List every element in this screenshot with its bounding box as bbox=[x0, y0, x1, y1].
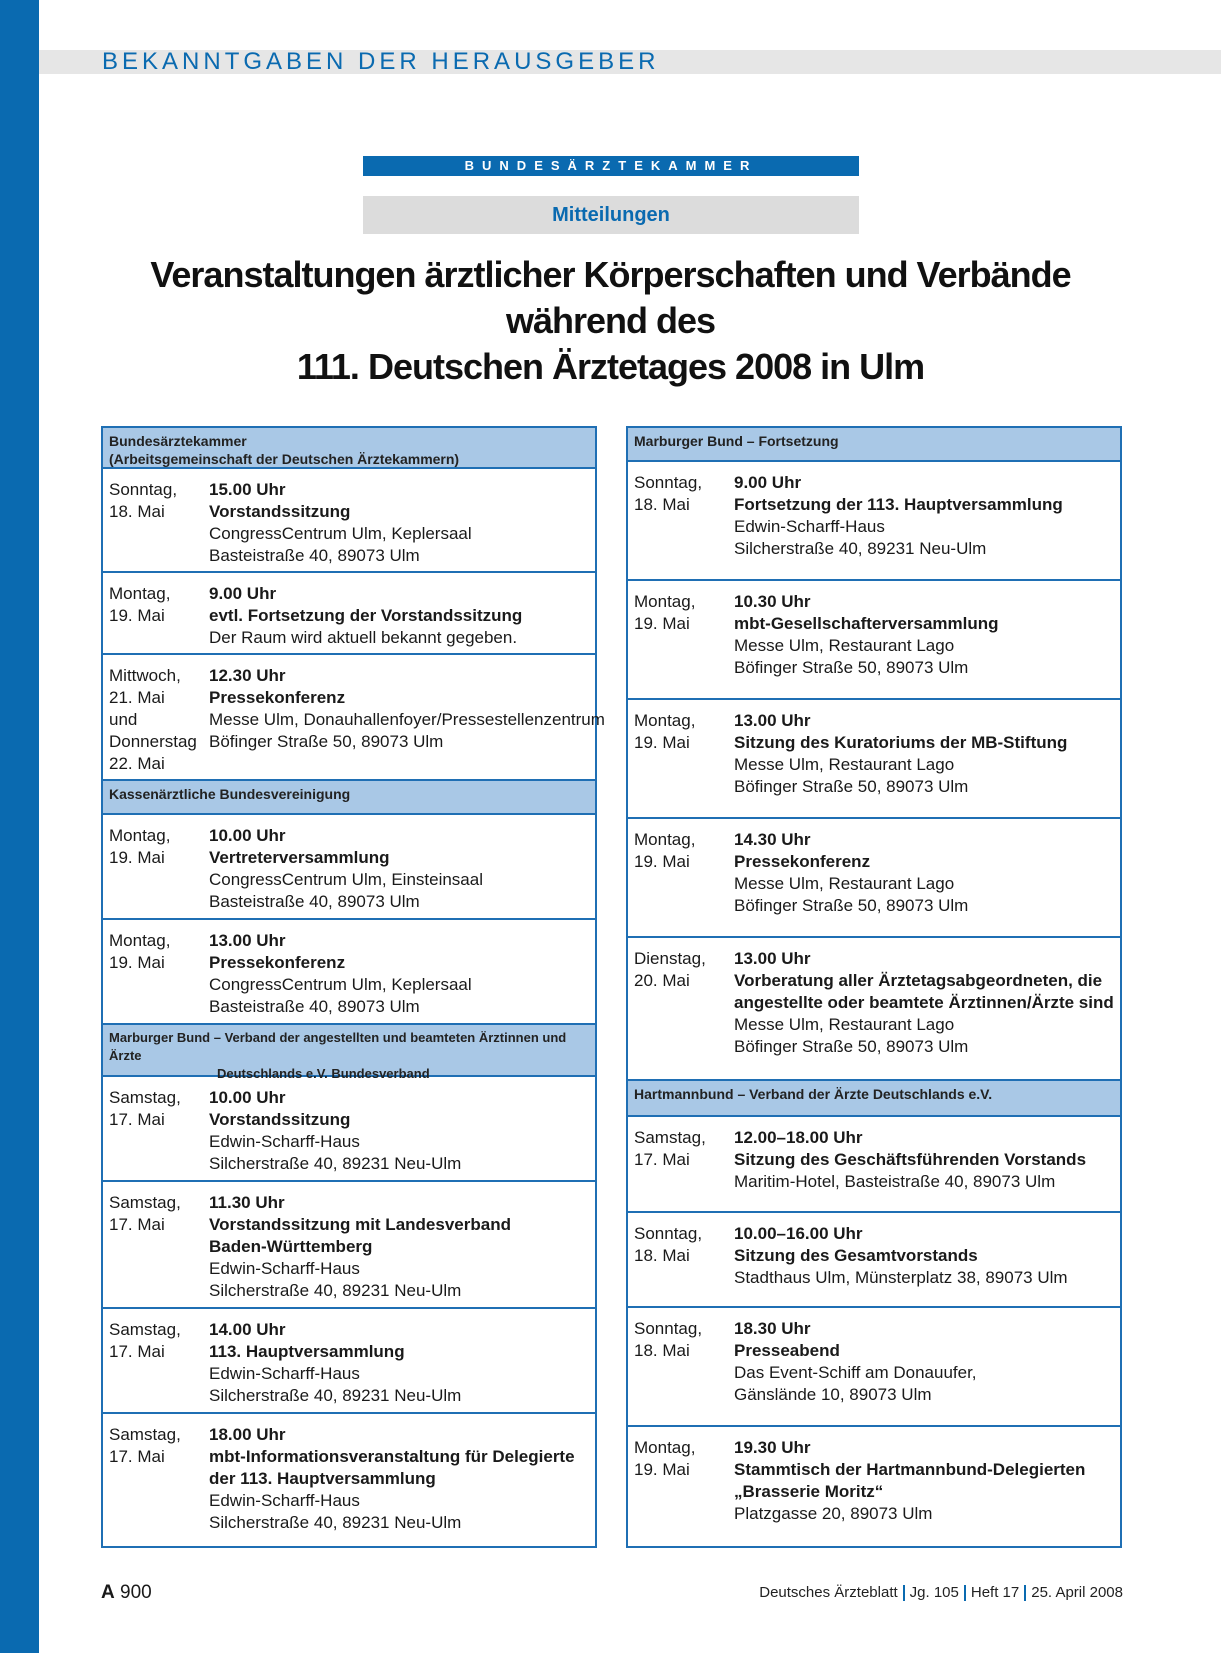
event-location: Edwin-Scharff-Haus bbox=[209, 1364, 360, 1383]
event-details bbox=[734, 472, 1116, 573]
event-row bbox=[103, 469, 595, 573]
event-details bbox=[209, 665, 605, 773]
group-header-line: Bundesärztekammer bbox=[109, 433, 247, 449]
event-address: Basteistraße 40, 89073 Ulm bbox=[209, 546, 420, 565]
event-details bbox=[734, 948, 1116, 1073]
event-time: 10.00 Uhr bbox=[209, 1088, 286, 1107]
section-header: BEKANNTGABEN DER HERAUSGEBER bbox=[102, 48, 660, 75]
group-header-marburger-bund bbox=[103, 1025, 595, 1081]
page-number-value: 900 bbox=[120, 1582, 152, 1603]
group-header-hartmannbund bbox=[628, 1081, 1120, 1117]
event-name: Sitzung des Geschäftsführenden Vorstands bbox=[734, 1150, 1087, 1169]
journal-date: 25. April 2008 bbox=[1031, 1584, 1123, 1601]
event-address: Böfinger Straße 50, 89073 Ulm bbox=[734, 777, 969, 796]
event-date: Samstag, 17. Mai bbox=[634, 1128, 706, 1169]
event-date: Dienstag, 20. Mai bbox=[634, 949, 706, 990]
event-time: 10.00–16.00 Uhr bbox=[734, 1224, 863, 1243]
event-details bbox=[734, 710, 1116, 811]
event-details bbox=[209, 930, 591, 1017]
event-location: Messe Ulm, Restaurant Lago bbox=[734, 874, 955, 893]
event-row bbox=[628, 462, 1120, 581]
event-location: Stadthaus Ulm, Münsterplatz 38, 89073 Ulm bbox=[734, 1268, 1068, 1287]
journal-name: Deutsches Ärzteblatt bbox=[759, 1584, 898, 1601]
event-row bbox=[103, 920, 595, 1025]
event-row bbox=[103, 815, 595, 920]
event-name: Vorstandssitzung bbox=[209, 502, 351, 521]
event-date: Sonntag, 18. Mai bbox=[634, 1319, 703, 1360]
event-row bbox=[628, 700, 1120, 819]
event-details bbox=[209, 1192, 591, 1301]
group-header-line: Kassenärztliche Bundesvereinigung bbox=[109, 786, 351, 802]
event-name: 113. Hauptversammlung bbox=[209, 1342, 405, 1361]
event-row bbox=[628, 1427, 1120, 1546]
group-header-line: (Arbeitsgemeinschaft der Deutschen Ärztekammern) bbox=[109, 451, 460, 467]
event-time: 14.30 Uhr bbox=[734, 830, 811, 849]
event-row bbox=[628, 819, 1120, 938]
event-time: 15.00 Uhr bbox=[209, 480, 286, 499]
event-time: 12.30 Uhr bbox=[209, 666, 286, 685]
event-name: Vorstandssitzung bbox=[209, 1110, 351, 1129]
event-name: Vorstandssitzung mit Landesverband bbox=[209, 1215, 511, 1234]
event-address: Basteistraße 40, 89073 Ulm bbox=[209, 997, 420, 1016]
journal-citation bbox=[759, 1584, 1123, 1601]
right-event-table bbox=[626, 426, 1122, 1548]
event-time: 11.30 Uhr bbox=[209, 1193, 285, 1212]
event-details bbox=[734, 829, 1116, 930]
side-color-bar bbox=[0, 0, 39, 1653]
group-header-marburger-bund-fortsetzung bbox=[628, 428, 1120, 462]
event-date: Montag, 19. Mai bbox=[634, 1438, 696, 1479]
event-row bbox=[103, 1182, 595, 1309]
event-date: Montag, 19. Mai bbox=[634, 711, 696, 752]
event-location: Der Raum wird aktuell bekannt gegeben. bbox=[209, 628, 518, 647]
event-location: Das Event-Schiff am Donauufer, bbox=[734, 1363, 977, 1382]
event-date: Samstag, 17. Mai bbox=[109, 1320, 181, 1361]
separator bbox=[903, 1585, 905, 1601]
event-time: 18.00 Uhr bbox=[209, 1425, 286, 1444]
kicker-label: BUNDESÄRZTEKAMMER bbox=[363, 156, 859, 176]
event-details bbox=[209, 479, 591, 565]
event-date: Samstag, 17. Mai bbox=[109, 1425, 181, 1466]
event-name-cont: Baden-Württemberg bbox=[209, 1237, 373, 1256]
event-name: Vorberatung aller Ärztetagsabgeordneten, die bbox=[734, 971, 1103, 990]
event-date: Samstag, 17. Mai bbox=[109, 1088, 181, 1129]
event-location: Platzgasse 20, 89073 Ulm bbox=[734, 1504, 933, 1523]
event-row bbox=[628, 1117, 1120, 1213]
event-row bbox=[103, 573, 595, 655]
event-name: Pressekonferenz bbox=[209, 688, 346, 707]
event-row bbox=[103, 1309, 595, 1414]
event-row bbox=[103, 1077, 595, 1182]
event-time: 18.30 Uhr bbox=[734, 1319, 811, 1338]
group-header-line: Marburger Bund – Verband der angestellten und beamteten Ärztinnen und Ärzte bbox=[109, 1030, 567, 1063]
event-name: Pressekonferenz bbox=[209, 953, 346, 972]
event-details bbox=[734, 591, 1116, 692]
title-line: Veranstaltungen ärztlicher Körperschaften und Verbände bbox=[150, 254, 1071, 295]
event-row bbox=[103, 1414, 595, 1540]
journal-volume: Jg. 105 bbox=[909, 1584, 959, 1601]
group-header-bundesaerztekammer bbox=[103, 428, 595, 469]
event-time: 9.00 Uhr bbox=[209, 584, 277, 603]
event-location: Messe Ulm, Restaurant Lago bbox=[734, 1015, 955, 1034]
separator bbox=[1024, 1585, 1026, 1601]
event-name: Presseabend bbox=[734, 1341, 840, 1360]
event-time: 12.00–18.00 Uhr bbox=[734, 1128, 863, 1147]
event-date: Sonntag, 18. Mai bbox=[634, 1224, 703, 1265]
event-location: Edwin-Scharff-Haus bbox=[209, 1132, 360, 1151]
event-details bbox=[734, 1437, 1116, 1540]
event-location: Messe Ulm, Restaurant Lago bbox=[734, 636, 955, 655]
event-row bbox=[628, 1213, 1120, 1308]
event-address: Böfinger Straße 50, 89073 Ulm bbox=[734, 658, 969, 677]
event-time: 13.00 Uhr bbox=[209, 931, 286, 950]
event-location: Messe Ulm, Donauhallenfoyer/Pressestellenzentrum bbox=[209, 710, 605, 729]
journal-issue: Heft 17 bbox=[970, 1584, 1020, 1601]
left-event-table bbox=[101, 426, 605, 1548]
event-address: Böfinger Straße 50, 89073 Ulm bbox=[734, 1037, 969, 1056]
event-address: Silcherstraße 40, 89231 Neu-Ulm bbox=[734, 539, 987, 558]
event-time: 13.00 Uhr bbox=[734, 711, 811, 730]
event-address: Silcherstraße 40, 89231 Neu-Ulm bbox=[209, 1281, 462, 1300]
event-date: Montag, 19. Mai bbox=[109, 584, 171, 625]
event-location: Edwin-Scharff-Haus bbox=[209, 1491, 360, 1510]
event-location: Edwin-Scharff-Haus bbox=[734, 517, 885, 536]
event-location: Messe Ulm, Restaurant Lago bbox=[734, 755, 955, 774]
event-location: CongressCentrum Ulm, Einsteinsaal bbox=[209, 870, 483, 889]
event-details bbox=[209, 1087, 591, 1174]
event-name: Fortsetzung der 113. Hauptversammlung bbox=[734, 495, 1063, 514]
event-details bbox=[209, 1319, 591, 1406]
event-name: mbt-Informationsveranstaltung für Delegierte bbox=[209, 1447, 575, 1466]
event-address: Böfinger Straße 50, 89073 Ulm bbox=[734, 896, 969, 915]
title-line: während des bbox=[505, 300, 716, 341]
event-details bbox=[209, 583, 591, 647]
event-name: Stammtisch der Hartmannbund-Delegierten bbox=[734, 1460, 1086, 1479]
event-name: Vertreterversammlung bbox=[209, 848, 390, 867]
event-details bbox=[734, 1127, 1116, 1205]
event-time: 13.00 Uhr bbox=[734, 949, 811, 968]
event-location: Edwin-Scharff-Haus bbox=[209, 1259, 360, 1278]
event-row bbox=[628, 1308, 1120, 1427]
event-address: Böfinger Straße 50, 89073 Ulm bbox=[209, 732, 444, 751]
event-name: Pressekonferenz bbox=[734, 852, 871, 871]
event-row bbox=[628, 581, 1120, 700]
event-name-cont: der 113. Hauptversammlung bbox=[209, 1469, 436, 1488]
group-header-line: Hartmannbund – Verband der Ärzte Deutschlands e.V. bbox=[634, 1086, 993, 1102]
page-prefix: A bbox=[101, 1582, 115, 1603]
event-address: Gänslände 10, 89073 Ulm bbox=[734, 1385, 932, 1404]
event-row bbox=[103, 655, 605, 781]
event-address: Silcherstraße 40, 89231 Neu-Ulm bbox=[209, 1386, 462, 1405]
event-name: Sitzung des Kuratoriums der MB-Stiftung bbox=[734, 733, 1068, 752]
event-row bbox=[628, 938, 1120, 1081]
event-time: 10.30 Uhr bbox=[734, 592, 811, 611]
event-name-cont: angestellte oder beamtete Ärztinnen/Ärzte sind bbox=[734, 993, 1114, 1012]
event-date: Sonntag, 18. Mai bbox=[634, 473, 703, 514]
event-time: 14.00 Uhr bbox=[209, 1320, 286, 1339]
event-name: evtl. Fortsetzung der Vorstandssitzung bbox=[209, 606, 523, 625]
event-location: CongressCentrum Ulm, Keplersaal bbox=[209, 975, 472, 994]
group-header-kbv bbox=[103, 781, 595, 815]
event-details bbox=[734, 1223, 1116, 1300]
event-date: Sonntag, 18. Mai bbox=[109, 480, 178, 521]
event-address: Basteistraße 40, 89073 Ulm bbox=[209, 892, 420, 911]
event-time: 10.00 Uhr bbox=[209, 826, 286, 845]
event-details bbox=[734, 1318, 1116, 1419]
event-name: Sitzung des Gesamtvorstands bbox=[734, 1246, 978, 1265]
event-address: Silcherstraße 40, 89231 Neu-Ulm bbox=[209, 1154, 462, 1173]
event-date: Montag, 19. Mai bbox=[109, 826, 171, 867]
event-name-cont: „Brasserie Moritz“ bbox=[734, 1482, 884, 1501]
separator bbox=[964, 1585, 966, 1601]
title-line: 111. Deutschen Ärztetages 2008 in Ulm bbox=[296, 346, 925, 387]
event-location: CongressCentrum Ulm, Keplersaal bbox=[209, 524, 472, 543]
event-details bbox=[209, 1424, 591, 1534]
group-header-line: Deutschlands e.V. Bundesverband bbox=[217, 1066, 430, 1081]
event-location: Maritim-Hotel, Basteistraße 40, 89073 Ulm bbox=[734, 1172, 1056, 1191]
article-title bbox=[100, 252, 1121, 390]
event-time: 19.30 Uhr bbox=[734, 1438, 811, 1457]
event-date: Montag, 19. Mai bbox=[634, 830, 696, 871]
event-date: Samstag, 17. Mai bbox=[109, 1193, 181, 1234]
event-details bbox=[209, 825, 591, 912]
event-date: Mittwoch, 21. Mai und Donnerstag 22. Mai bbox=[109, 666, 197, 773]
group-header-line: Marburger Bund – Fortsetzung bbox=[634, 433, 839, 449]
event-date: Montag, 19. Mai bbox=[109, 931, 171, 972]
page-number bbox=[101, 1582, 152, 1604]
event-date: Montag, 19. Mai bbox=[634, 592, 696, 633]
subhead-label: Mitteilungen bbox=[363, 196, 859, 234]
event-time: 9.00 Uhr bbox=[734, 473, 802, 492]
event-name: mbt-Gesellschafterversammlung bbox=[734, 614, 999, 633]
event-address: Silcherstraße 40, 89231 Neu-Ulm bbox=[209, 1513, 462, 1532]
